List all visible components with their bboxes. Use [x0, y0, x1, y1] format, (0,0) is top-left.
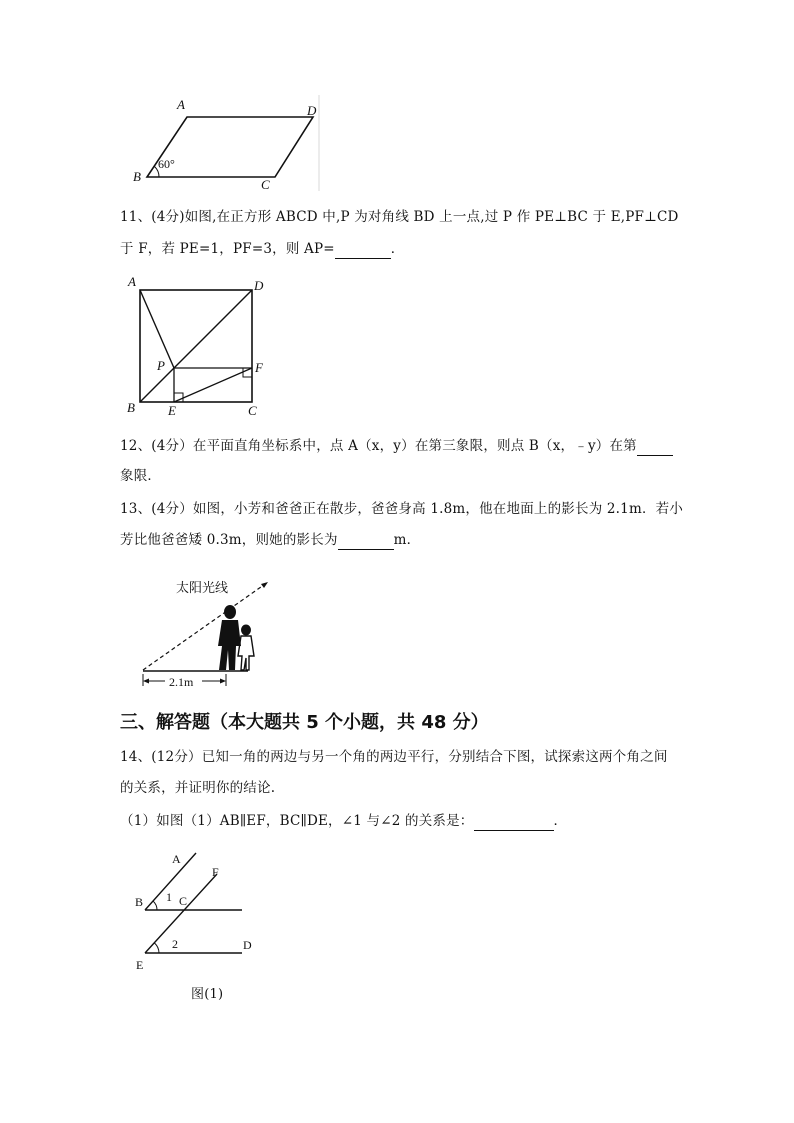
q12-line1-text: 12、(4分）在平面直角坐标系中，点 A（x，y）在第三象限，则点 B（x，﹣y）在第 — [120, 438, 637, 454]
sunlight-label: 太阳光线 — [176, 581, 229, 596]
q13-line2 — [120, 531, 420, 550]
section-heading: 三、解答题（本大题共 5 个小题，共 48 分） — [120, 712, 489, 733]
angle-label: 60° — [158, 157, 175, 171]
q14-sub1 — [120, 812, 567, 831]
shadow-length-label: 2.1m — [169, 675, 194, 689]
q11-line2 — [120, 240, 404, 259]
label-A: A — [177, 97, 185, 112]
q14-answer-blank[interactable] — [474, 812, 554, 831]
label-F: F — [255, 360, 263, 375]
square-figure — [122, 272, 272, 420]
q14-sub1-end: ． — [553, 813, 568, 829]
q13-line2-text: 芳比他爸爸矮 0.3m，则她的影长为 — [120, 532, 338, 548]
q14-line1: 14、(12分）已知一角的两边与另一个角的两边平行，分别结合下图，试探索这两个角之间 — [120, 749, 668, 765]
label-2: 2 — [172, 937, 178, 951]
label-E: E — [168, 403, 176, 418]
q14-line2: 的关系，并证明你的结论. — [120, 780, 276, 796]
label-E: E — [136, 958, 144, 972]
label-F: F — [212, 865, 219, 879]
girl-figure-icon — [238, 625, 254, 671]
label-1: 1 — [166, 890, 172, 904]
label-D: D — [307, 103, 317, 118]
label-B: B — [127, 400, 135, 415]
label-B: B — [135, 895, 144, 909]
q12-line2: 象限． — [120, 468, 162, 484]
label-D: D — [243, 938, 252, 952]
q12-answer-blank[interactable] — [637, 437, 673, 456]
shadow-figure — [138, 570, 288, 692]
label-D: D — [254, 278, 264, 293]
father-figure-icon — [218, 605, 241, 670]
q11-line2-text: 于 F，若 PE=1，PF=3，则 AP= — [120, 241, 335, 257]
q11-line2-end: ． — [390, 241, 405, 257]
parallel-angles-figure — [130, 848, 270, 978]
q12-line1 — [120, 437, 673, 456]
label-A: A — [128, 274, 136, 289]
q11-line1: 11、(4分)如图,在正方形 ABCD 中,P 为对角线 BD 上一点,过 P 作 PE⊥BC 于 E,PF⊥CD — [120, 209, 679, 225]
label-P: P — [157, 358, 165, 373]
q13-line1: 13、(4分）如图，小芳和爸爸正在散步，爸爸身高 1.8m，他在地面上的影长为 2.1m．若小 — [120, 501, 684, 517]
q11-answer-blank[interactable] — [335, 240, 391, 259]
q13-line2-end: m． — [393, 532, 421, 548]
label-A: A — [172, 852, 181, 866]
q13-answer-blank[interactable] — [338, 531, 394, 550]
figure-caption: 图(1) — [191, 987, 224, 1002]
parallelogram-figure — [125, 95, 325, 195]
q14-sub1-text: （1）如图（1）AB∥EF，BC∥DE，∠1 与∠2 的关系是： — [120, 813, 474, 829]
label-C: C — [248, 403, 257, 418]
label-C: C — [261, 177, 270, 192]
label-C: C — [179, 894, 188, 908]
label-B: B — [133, 169, 141, 184]
